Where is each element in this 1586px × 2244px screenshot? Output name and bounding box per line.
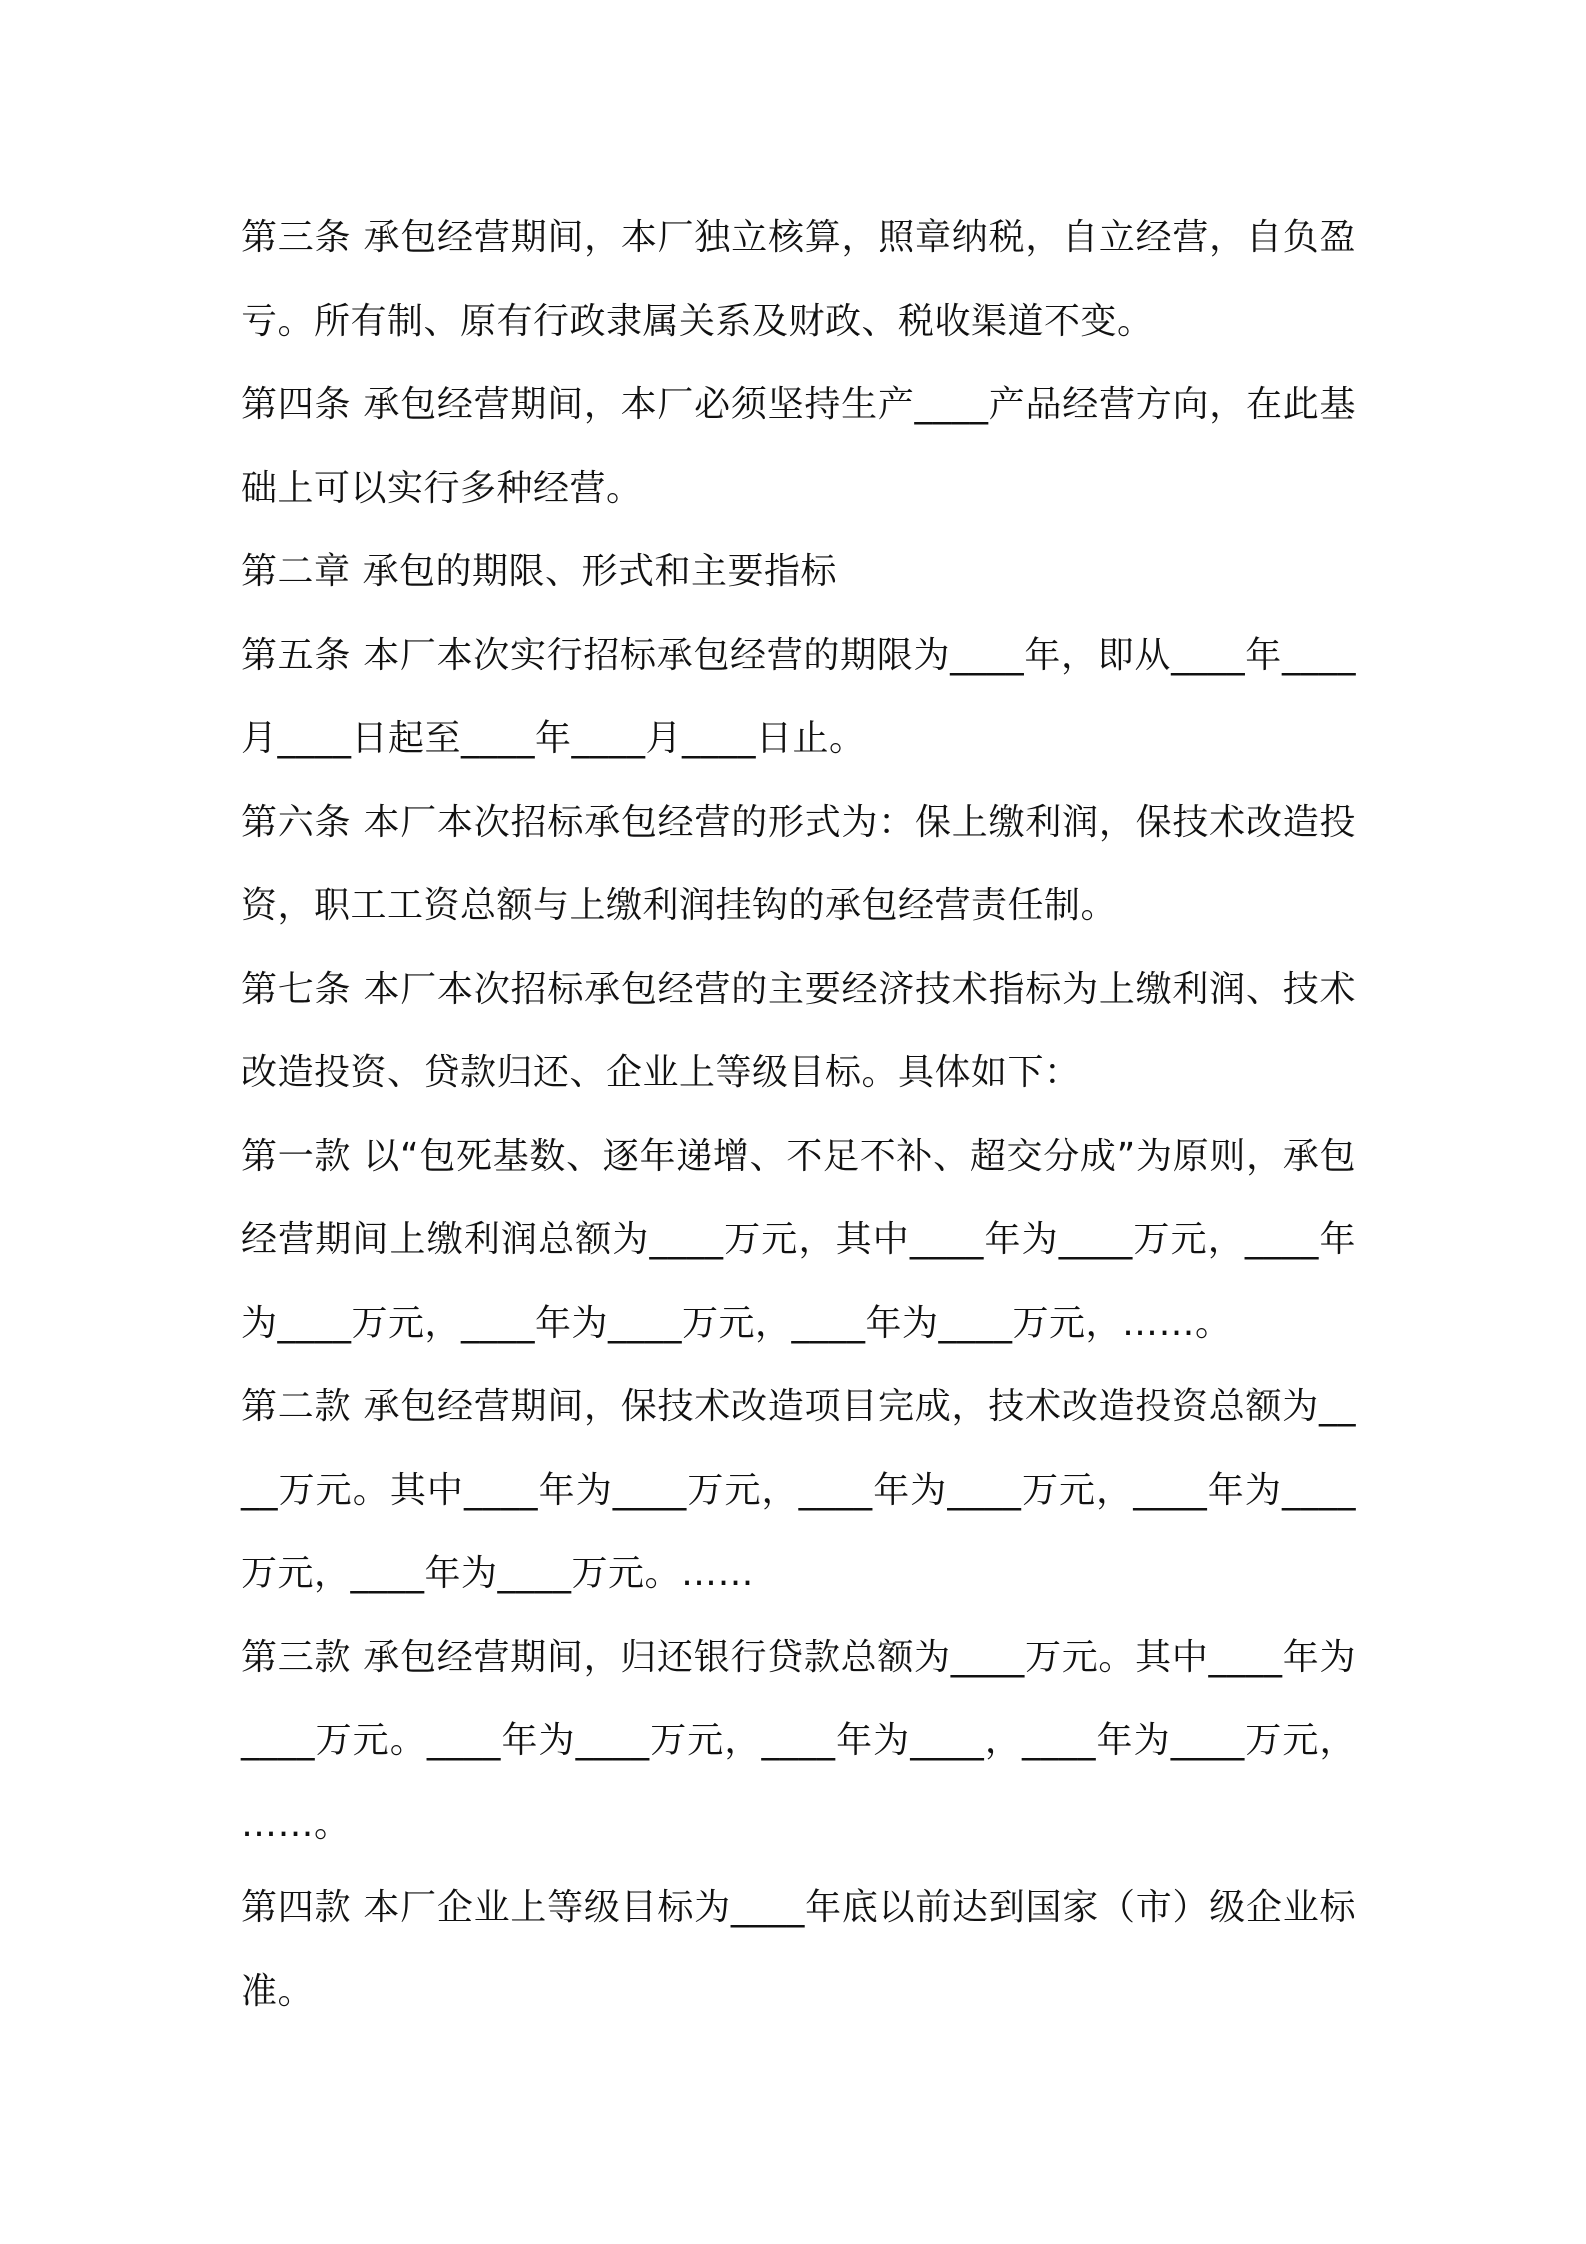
- clause-2-paragraph: 第二款 承包经营期间，保技术改造项目完成，技术改造投资总额为____万元。其中____年为____万元，____年为____万元，____年为____万元，____年为____万元。……: [241, 1386, 1356, 1594]
- article-7-paragraph: 第七条 本厂本次招标承包经营的主要经济技术指标为上缴利润、技术改造投资、贷款归还、企业上等级目标。具体如下：: [241, 968, 1356, 1093]
- article-4-paragraph: 第四条 承包经营期间，本厂必须坚持生产____产品经营方向，在此基础上可以实行多种经营。: [241, 384, 1356, 509]
- chapter-2-heading: 第二章 承包的期限、形式和主要指标: [241, 551, 837, 592]
- clause-1-paragraph: 第一款 以“包死基数、逐年递增、不足不补、超交分成”为原则，承包经营期间上缴利润总额为____万元，其中____年为____万元，____年为____万元，____年为____万元，____年为____万元，……。: [241, 1135, 1356, 1344]
- contract-body: [241, 196, 1356, 2033]
- clause-3-paragraph: 第三款 承包经营期间，归还银行贷款总额为____万元。其中____年为____万元。____年为____万元，____年为____，____年为____万元，……。: [241, 1636, 1356, 1845]
- article-5-paragraph: 第五条 本厂本次实行招标承包经营的期限为____年，即从____年____月____日起至____年____月____日止。: [241, 634, 1356, 759]
- clause-4-paragraph: 第四款 本厂企业上等级目标为____年底以前达到国家（市）级企业标准。: [241, 1887, 1356, 2012]
- article-3-paragraph: 第三条 承包经营期间，本厂独立核算，照章纳税，自立经营，自负盈亏。所有制、原有行政隶属关系及财政、税收渠道不变。: [241, 217, 1356, 342]
- article-6-paragraph: 第六条 本厂本次招标承包经营的形式为：保上缴利润，保技术改造投资，职工工资总额与上缴利润挂钩的承包经营责任制。: [241, 801, 1356, 926]
